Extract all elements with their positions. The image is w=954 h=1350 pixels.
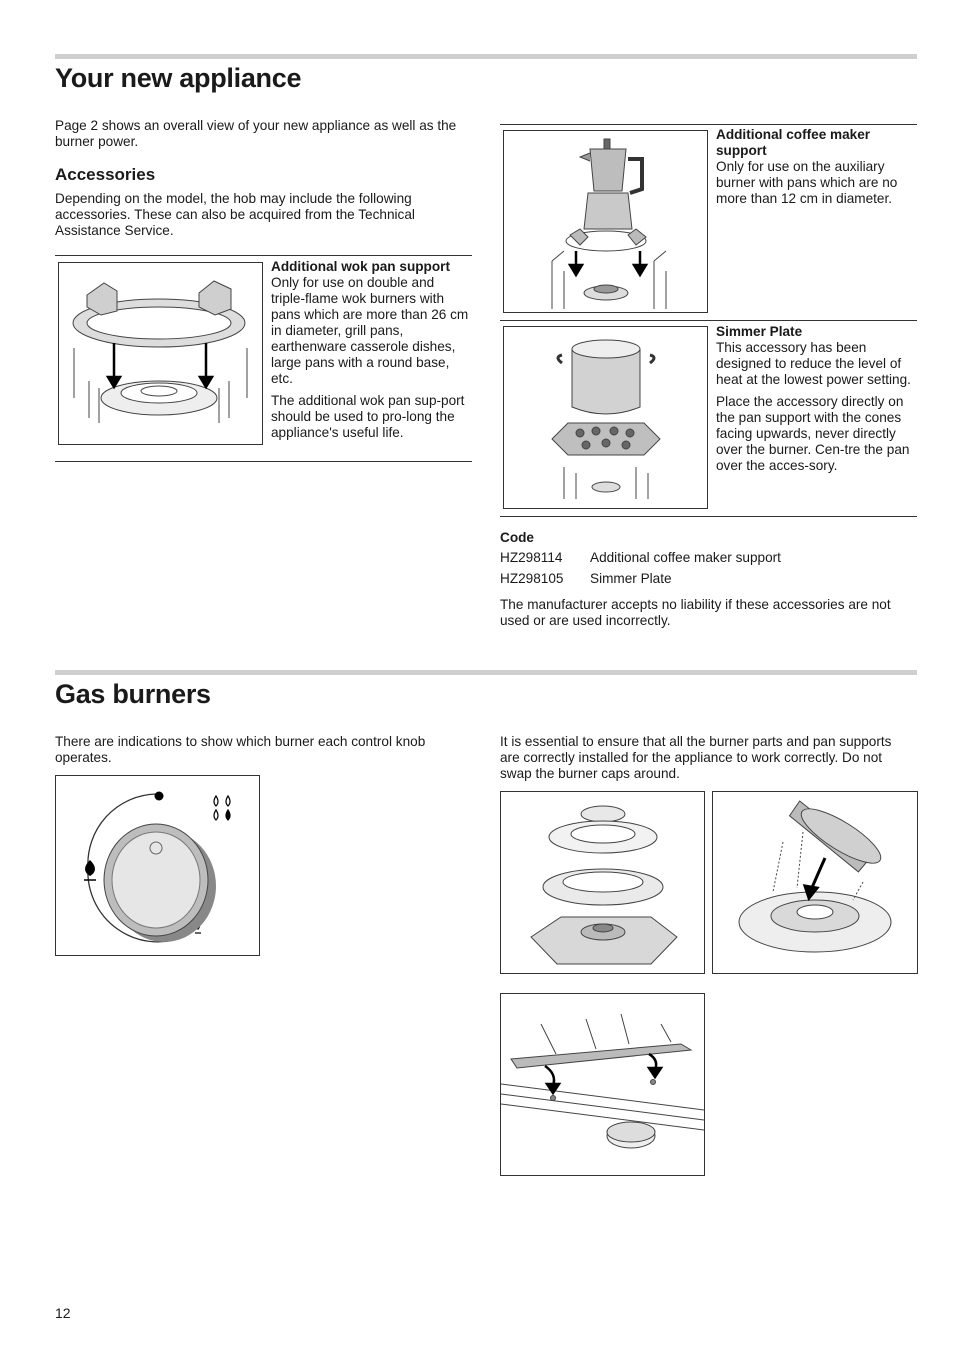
page-number: 12 [55,1305,71,1321]
simmer-title: Simmer Plate [716,324,803,339]
intro-text: Page 2 shows an overall view of your new appliance as well as the burner power. [55,118,457,149]
code-heading: Code [500,530,534,545]
section-rule-top [55,54,917,59]
burner-cap-placement-figure [712,791,918,974]
wok-support-figure [58,262,263,445]
code-desc: Simmer Plate [590,571,672,586]
coffee-description [716,127,916,213]
simmer-text-1: This accessory has been designed to reduce the level of heat at the lowest power setting. [716,340,911,387]
code-row [500,571,917,587]
wok-text-1: Only for use on double and triple-flame wok burners with pans which are more than 26 cm in diameter, grill pans, earthenware casserole dishes, large pans with a round base, etc. [271,275,469,386]
coffee-rule-top [500,124,917,125]
burner-parts-exploded-figure [500,791,705,974]
simmer-rule-bottom [500,516,917,517]
wok-rule-top [55,255,472,256]
code-value: HZ298105 [500,571,564,586]
gas-left-text: There are indications to show which burner each control knob operates. [55,734,426,765]
simmer-plate-figure [503,326,708,509]
coffee-support-figure [503,130,708,313]
coffee-title: Additional coffee maker support [716,127,871,158]
gas-right-text: It is essential to ensure that all the burner parts and pan supports are correctly installed for the appliance to work correctly. Do not swap the burner caps around. [500,734,892,781]
code-value: HZ298114 [500,550,563,565]
accessories-heading: Accessories [55,165,156,184]
wok-text-2: The additional wok pan sup-port should be used to pro-long the appliance's useful life. [271,393,465,440]
code-desc: Additional coffee maker support [590,550,781,565]
simmer-text-2: Place the accessory directly on the pan support with the cones facing upwards, never directly over the burner. Cen-tre the pan over the acces-sory. [716,394,910,473]
section-title-appliance: Your new appliance [55,63,302,93]
wok-rule-bottom [55,461,472,462]
coffee-text: Only for use on the auxiliary burner with pans which are no more than 12 cm in diameter. [716,159,898,206]
control-knob-figure [55,775,260,956]
simmer-description [716,324,916,480]
code-row [500,550,917,566]
accessories-text: Depending on the model, the hob may include the following accessories. These can also be acquired from the Technical Assistance Service. [55,191,415,238]
simmer-rule-top [500,320,917,321]
wok-title: Additional wok pan support [271,259,450,274]
section-rule-gas [55,670,917,675]
liability-text: The manufacturer accepts no liability if these accessories are not used or are used incorrectly. [500,597,891,628]
wok-description [271,259,471,447]
section-title-gas-burners: Gas burners [55,679,211,709]
pan-support-placement-figure [500,993,705,1176]
